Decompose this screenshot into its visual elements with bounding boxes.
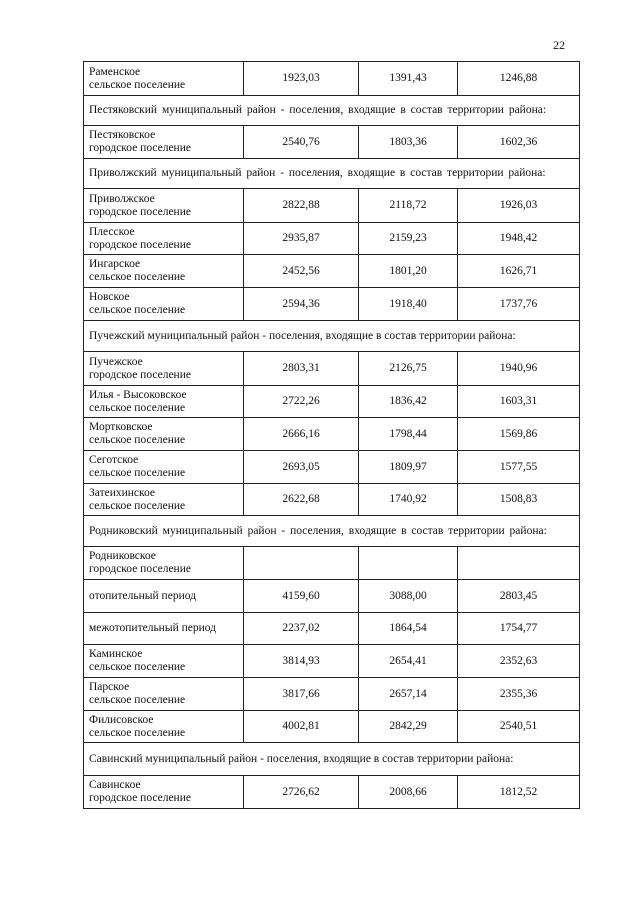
value-cell-1: 2822,88	[244, 189, 359, 223]
district-header: Приволжский муниципальный район - поселения, входящие в состав территории района:	[84, 159, 580, 189]
value-cell-3: 1603,31	[458, 386, 580, 418]
value-cell-1: 2803,31	[244, 352, 359, 386]
value-cell-3: 1508,83	[458, 484, 580, 516]
value-cell-1: 2666,16	[244, 418, 359, 451]
settlement-name-line: городское поселение	[89, 238, 191, 251]
settlement-name	[84, 711, 244, 743]
value-cell-3: 1569,86	[458, 418, 580, 451]
value-cell-3: 2540,51	[458, 711, 580, 743]
settlement-name-line: Каминское	[89, 648, 143, 660]
settlement-name	[84, 386, 244, 418]
table-body	[84, 62, 580, 809]
table-row	[84, 678, 580, 711]
value-cell-1: 2540,76	[244, 126, 359, 159]
value-cell-2: 2118,72	[359, 189, 458, 223]
settlement-name-line: сельское поселение	[89, 271, 186, 283]
value-cell-1: 2594,36	[244, 288, 359, 321]
settlement-name-line: Филисовское	[89, 713, 154, 726]
settlement-name	[84, 223, 244, 255]
value-cell-3: 1754,77	[458, 613, 580, 645]
value-cell-1: 2935,87	[244, 223, 359, 255]
value-cell-1: 2622,68	[244, 484, 359, 516]
value-cell-3: 1812,52	[458, 776, 580, 809]
settlement-name-line: сельское поселение	[89, 499, 186, 512]
settlement-name	[84, 418, 244, 451]
value-cell-2: 3088,00	[359, 580, 458, 613]
value-cell-3: 2355,36	[458, 678, 580, 711]
value-cell-3: 1602,36	[458, 126, 580, 159]
value-cell-3: 2352,63	[458, 645, 580, 678]
settlement-name-line: городское поселение	[89, 205, 191, 218]
district-header-row	[84, 321, 580, 352]
settlement-name-line: Родниковское	[89, 550, 156, 562]
table-row	[84, 547, 580, 580]
settlement-name-line: Затеихинское	[89, 486, 156, 499]
settlement-name-line: сельское поселение	[89, 78, 186, 91]
table-row	[84, 386, 580, 418]
settlement-name-line: Ингарское	[89, 258, 141, 270]
settlement-name	[84, 288, 244, 321]
district-header: Савинский муниципальный район - поселения, входящие в состав территории района:	[84, 743, 580, 776]
value-cell-2: 1918,40	[359, 288, 458, 321]
settlement-name-line: сельское поселение	[89, 661, 186, 673]
value-cell-3: 1246,88	[458, 62, 580, 96]
value-cell-2: 1864,54	[359, 613, 458, 645]
table-row	[84, 288, 580, 321]
value-cell-3: 1626,71	[458, 255, 580, 288]
district-header: Пестяковский муниципальный район - поселения, входящие в состав территории района:	[84, 96, 580, 126]
value-cell-2: 2842,29	[359, 711, 458, 743]
value-cell-3: 1926,03	[458, 189, 580, 223]
settlement-name-line: городское поселение	[89, 368, 191, 381]
settlement-name-line: городское поселение	[89, 792, 191, 804]
district-header-row	[84, 516, 580, 547]
table-row	[84, 126, 580, 159]
settlement-name-line: сельское поселение	[89, 401, 186, 414]
value-cell-2	[359, 547, 458, 580]
table-row	[84, 352, 580, 386]
value-cell-2: 1801,20	[359, 255, 458, 288]
settlement-name-line: Савинское	[89, 779, 141, 791]
settlement-name-line: сельское поселение	[89, 434, 186, 446]
value-cell-1	[244, 547, 359, 580]
value-cell-2: 2008,66	[359, 776, 458, 809]
settlement-name-line: отопительный период	[89, 589, 196, 602]
settlement-name-line: Раменское	[89, 65, 141, 78]
value-cell-3: 1948,42	[458, 223, 580, 255]
district-header: Пучежский муниципальный район - поселения, входящие в состав территории района:	[84, 321, 580, 352]
settlement-name-line: Плесское	[89, 225, 135, 238]
value-cell-3: 1577,55	[458, 451, 580, 484]
settlement-name-line: сельское поселение	[89, 694, 186, 706]
table-row	[84, 645, 580, 678]
value-cell-1: 2452,56	[244, 255, 359, 288]
table-row	[84, 62, 580, 96]
settlement-name-line: сельское поселение	[89, 467, 186, 479]
settlement-name	[84, 776, 244, 809]
settlement-name	[84, 255, 244, 288]
value-cell-1: 2693,05	[244, 451, 359, 484]
settlement-name-line: Илья - Высоковское	[89, 388, 187, 401]
settlement-name	[84, 352, 244, 386]
settlement-name-line: городское поселение	[89, 563, 191, 575]
value-cell-3: 1737,76	[458, 288, 580, 321]
settlement-name	[84, 613, 244, 645]
settlement-name	[84, 126, 244, 159]
tariff-table	[83, 61, 580, 809]
district-header-row	[84, 159, 580, 189]
value-cell-3	[458, 547, 580, 580]
settlement-name	[84, 451, 244, 484]
settlement-name-line: городское поселение	[89, 142, 191, 154]
value-cell-2: 1740,92	[359, 484, 458, 516]
table-row	[84, 711, 580, 743]
district-header: Родниковский муниципальный район - поселения, входящие в состав территории района:	[84, 516, 580, 547]
value-cell-1: 4002,81	[244, 711, 359, 743]
value-cell-3: 1940,96	[458, 352, 580, 386]
district-header-row	[84, 96, 580, 126]
settlement-name-line: сельское поселение	[89, 304, 186, 316]
value-cell-2: 2159,23	[359, 223, 458, 255]
value-cell-2: 1803,36	[359, 126, 458, 159]
value-cell-2: 1391,43	[359, 62, 458, 96]
settlement-name-line: Новское	[89, 291, 130, 303]
settlement-name	[84, 645, 244, 678]
settlement-name	[84, 484, 244, 516]
value-cell-2: 1798,44	[359, 418, 458, 451]
settlement-name	[84, 62, 244, 96]
settlement-name	[84, 580, 244, 613]
settlement-name-line: Приволжское	[89, 192, 155, 205]
settlement-name-line: сельское поселение	[89, 726, 186, 739]
table-row	[84, 580, 580, 613]
value-cell-1: 2722,26	[244, 386, 359, 418]
table-row	[84, 255, 580, 288]
value-cell-1: 3814,93	[244, 645, 359, 678]
value-cell-3: 2803,45	[458, 580, 580, 613]
district-header-row	[84, 743, 580, 776]
value-cell-1: 1923,03	[244, 62, 359, 96]
settlement-name-line: Мортковское	[89, 421, 153, 433]
value-cell-2: 2657,14	[359, 678, 458, 711]
table-row	[84, 451, 580, 484]
value-cell-2: 1836,42	[359, 386, 458, 418]
settlement-name	[84, 678, 244, 711]
settlement-name-line: Парское	[89, 681, 130, 693]
table-row	[84, 418, 580, 451]
settlement-name-line: Пестяковское	[89, 129, 156, 141]
value-cell-2: 2654,41	[359, 645, 458, 678]
settlement-name-line: Пучежское	[89, 355, 143, 368]
table-row	[84, 613, 580, 645]
table-row	[84, 776, 580, 809]
value-cell-1: 2726,62	[244, 776, 359, 809]
settlement-name	[84, 189, 244, 223]
value-cell-1: 3817,66	[244, 678, 359, 711]
value-cell-1: 2237,02	[244, 613, 359, 645]
value-cell-1: 4159,60	[244, 580, 359, 613]
value-cell-2: 1809,97	[359, 451, 458, 484]
settlement-name	[84, 547, 244, 580]
value-cell-2: 2126,75	[359, 352, 458, 386]
table-row	[84, 223, 580, 255]
table-row	[84, 189, 580, 223]
settlement-name-line: межотопительный период	[89, 622, 217, 634]
table-row	[84, 484, 580, 516]
page-number: 22	[553, 38, 565, 52]
settlement-name-line: Сеготское	[89, 454, 139, 466]
